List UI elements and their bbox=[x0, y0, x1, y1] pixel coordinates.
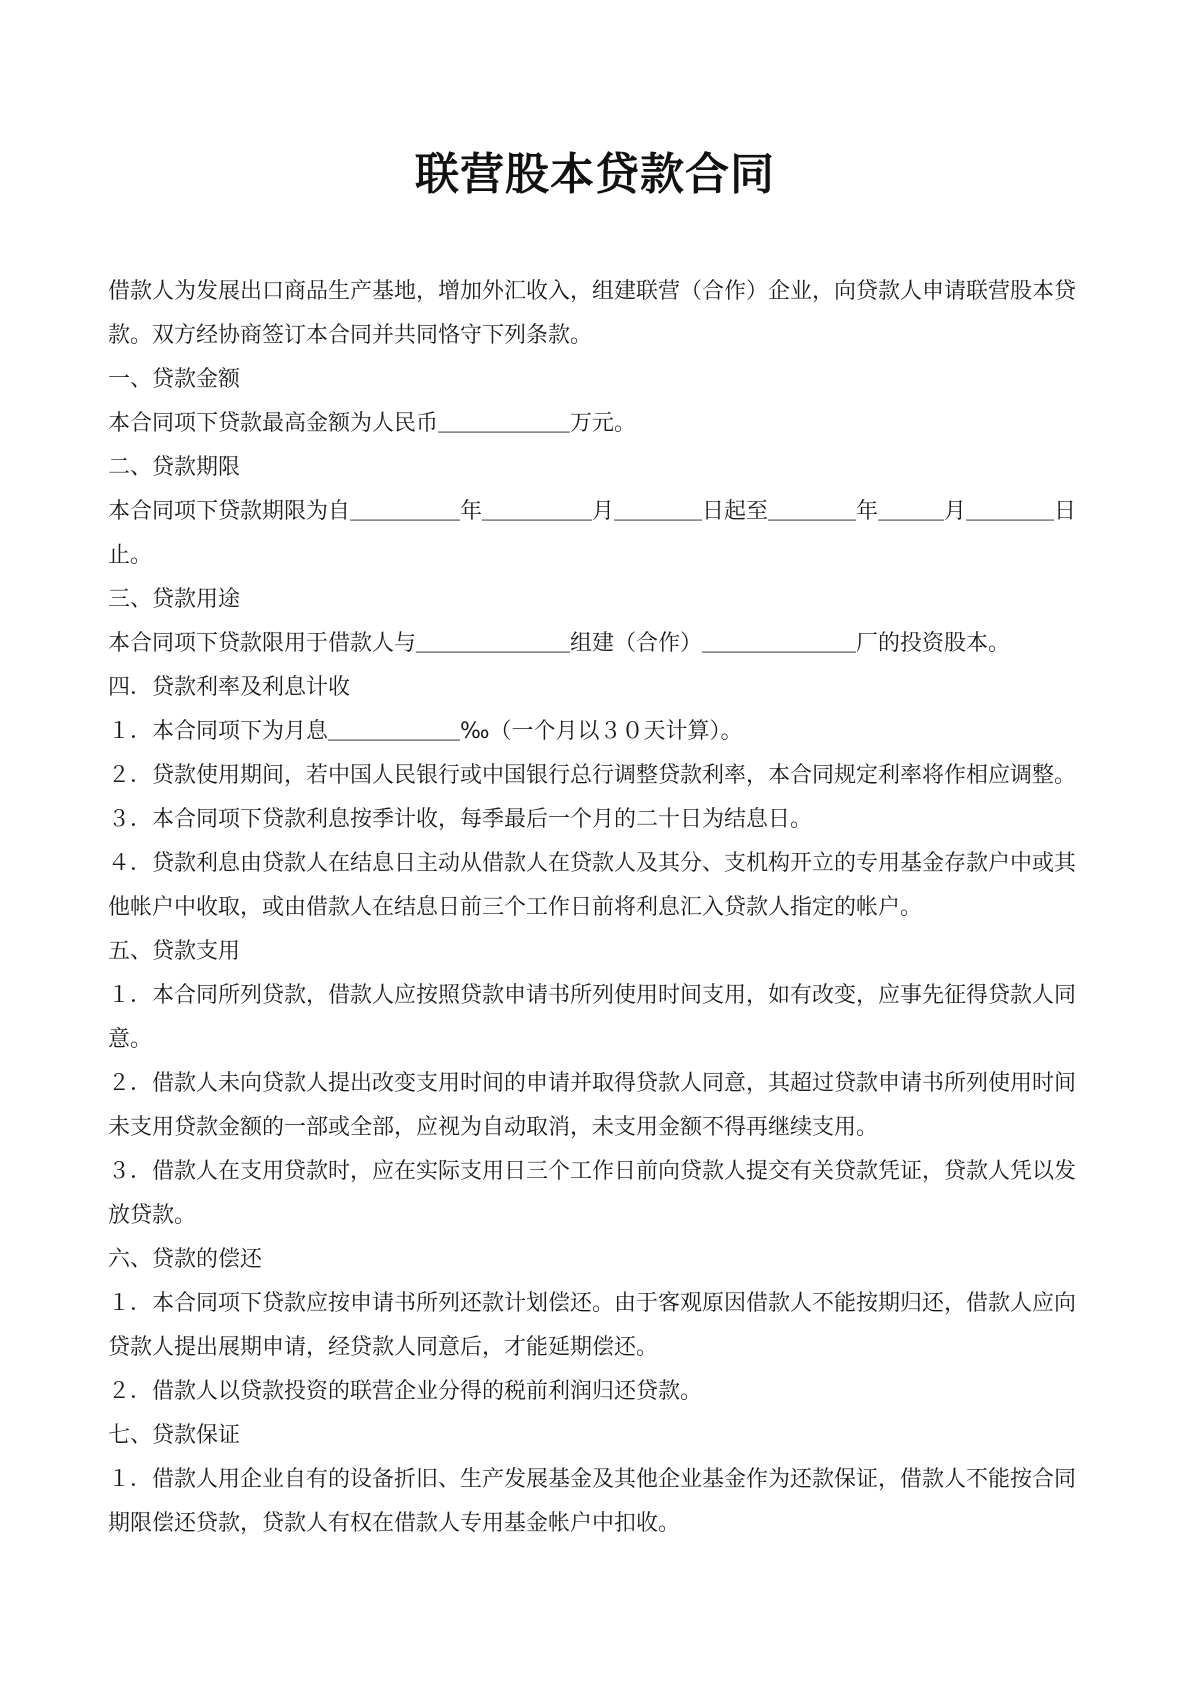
section-heading: 七、贷款保证 bbox=[108, 1423, 241, 1448]
section-heading: 三、贷款用途 bbox=[108, 587, 241, 612]
clause-paragraph: １．本合同所列贷款，借款人应按照贷款申请书所列使用时间支用，如有改变，应事先征得贷款人同意。 bbox=[108, 983, 1077, 1052]
clause-paragraph: １．借款人用企业自有的设备折旧、生产发展基金及其他企业基金作为还款保证，借款人不能按合同期限偿还贷款，贷款人有权在借款人专用基金帐户中扣收。 bbox=[108, 1467, 1077, 1536]
clause-paragraph: 本合同项下贷款期限为自＿＿＿＿＿年＿＿＿＿＿月＿＿＿＿日起至＿＿＿＿年＿＿＿月＿＿＿＿日止。 bbox=[108, 499, 1077, 568]
clause-paragraph: 本合同项下贷款限用于借款人与＿＿＿＿＿＿＿组建（合作）＿＿＿＿＿＿＿厂的投资股本。 bbox=[108, 631, 1011, 656]
section-heading: 四．贷款利率及利息计收 bbox=[108, 675, 351, 700]
clause-paragraph: ４．贷款利息由贷款人在结息日主动从借款人在贷款人及其分、支机构开立的专用基金存款户中或其他帐户中收取，或由借款人在结息日前三个工作日前将利息汇入贷款人指定的帐户。 bbox=[108, 851, 1077, 920]
section-heading: 六、贷款的偿还 bbox=[108, 1247, 263, 1272]
section-heading: 一、贷款金额 bbox=[108, 367, 241, 392]
document-title: 联营股本贷款合同 bbox=[415, 149, 775, 200]
clause-paragraph: １．本合同项下为月息＿＿＿＿＿＿‰（一个月以３０天计算）。 bbox=[108, 719, 743, 744]
intro-paragraph: 借款人为发展出口商品生产基地，增加外汇收入，组建联营（合作）企业，向贷款人申请联营股本贷款。双方经协商签订本合同并共同恪守下列条款。 bbox=[108, 279, 1077, 348]
clause-paragraph: ２．贷款使用期间，若中国人民银行或中国银行总行调整贷款利率，本合同规定利率将作相应调整。 bbox=[108, 763, 1077, 788]
section-heading: 五、贷款支用 bbox=[108, 939, 241, 964]
clause-paragraph: １．本合同项下贷款应按申请书所列还款计划偿还。由于客观原因借款人不能按期归还，借款人应向贷款人提出展期申请，经贷款人同意后，才能延期偿还。 bbox=[108, 1291, 1077, 1360]
clause-paragraph: ２．借款人以贷款投资的联营企业分得的税前利润归还贷款。 bbox=[108, 1379, 703, 1404]
document-body bbox=[108, 270, 1088, 1546]
section-heading: 二、贷款期限 bbox=[108, 455, 241, 480]
clause-paragraph: ３．本合同项下贷款利息按季计收，每季最后一个月的二十日为结息日。 bbox=[108, 807, 813, 832]
clause-paragraph: ３．借款人在支用贷款时，应在实际支用日三个工作日前向贷款人提交有关贷款凭证，贷款人凭以发放贷款。 bbox=[108, 1159, 1077, 1228]
clause-paragraph: ２．借款人未向贷款人提出改变支用时间的申请并取得贷款人同意，其超过贷款申请书所列使用时间未支用贷款金额的一部或全部，应视为自动取消，未支用金额不得再继续支用。 bbox=[108, 1071, 1077, 1140]
clause-paragraph: 本合同项下贷款最高金额为人民币＿＿＿＿＿＿万元。 bbox=[108, 411, 637, 436]
